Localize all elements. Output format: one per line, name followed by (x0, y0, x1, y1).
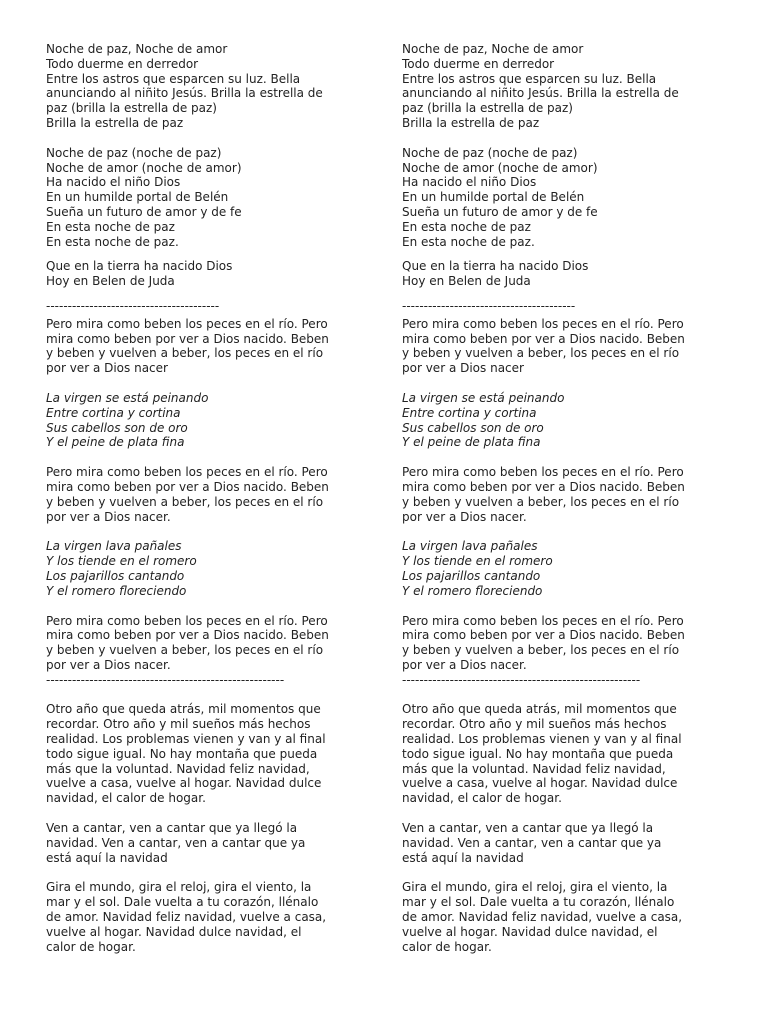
chorus-peces-2: Pero mira como beben los peces en el río. Pero mira como beben por ver a Dios nacido. Beben y beben y vuelven a beber, los peces en el río por ver a Dios nacer. (402, 465, 685, 524)
stanza-virgen-peinando: La virgen se está peinando Entre cortina y cortina Sus cabellos son de oro Y el peine de plata fina (402, 390, 565, 450)
right-column (402, 42, 712, 954)
stanza-ven-a-cantar: Ven a cantar, ven a cantar que ya llegó la navidad. Ven a cantar, ven a cantar que ya está aquí la navidad (46, 821, 306, 865)
divider-line: ---------------------------------------- (46, 298, 220, 313)
stanza-ven-a-cantar: Ven a cantar, ven a cantar que ya llegó la navidad. Ven a cantar, ven a cantar que ya está aquí la navidad (402, 821, 662, 865)
stanza-virgen-panales: La virgen lava pañales Y los tiende en el romero Los pajarillos cantando Y el romero floreciendo (46, 539, 197, 598)
chorus-peces-3: Pero mira como beben los peces en el río. Pero mira como beben por ver a Dios nacido. Beben y beben y vuelven a beber, los peces en el río por ver a Dios nacer. (46, 613, 329, 672)
chorus-peces-3: Pero mira como beben los peces en el río. Pero mira como beben por ver a Dios nacido. Beben y beben y vuelven a beber, los peces en el río por ver a Dios nacer. (402, 613, 685, 672)
stanza-virgen-peinando: La virgen se está peinando Entre cortina y cortina Sus cabellos son de oro Y el peine de plata fina (46, 390, 209, 450)
stanza-noche-de-paz-2: Noche de paz (noche de paz) Noche de amor (noche de amor) Ha nacido el niño Dios En un humilde portal de Belén Sueña un futuro de amor y de fe En esta noche de paz En esta noche de paz. (402, 145, 598, 249)
left-column (46, 42, 356, 954)
stanza-belen: Que en la tierra ha nacido Dios Hoy en Belen de Juda (46, 259, 233, 289)
divider-line: ------------------------------------------------------- (402, 672, 641, 687)
stanza-otro-ano: Otro año que queda atrás, mil momentos que recordar. Otro año y mil sueños más hechos realidad. Los problemas vienen y van y al final todo sigue igual. No hay montaña que pueda más que la voluntad. Navidad feliz navidad, vuelve a casa, vuelve al hogar. Navidad dulce navidad, el calor de hogar. (46, 702, 326, 806)
divider-line: ------------------------------------------------------- (46, 672, 285, 687)
chorus-peces-1: Pero mira como beben los peces en el río. Pero mira como beben por ver a Dios nacido. Beben y beben y vuelven a beber, los peces en el río por ver a Dios nacer (46, 316, 329, 376)
stanza-gira-el-mundo: Gira el mundo, gira el reloj, gira el viento, la mar y el sol. Dale vuelta a tu corazón, llénalo de amor. Navidad feliz navidad, vuelve a casa, vuelve al hogar. Navidad dulce navidad, el calor de hogar. (46, 880, 327, 954)
stanza-noche-de-paz-1: Noche de paz, Noche de amor Todo duerme en derredor Entre los astros que esparcen su luz. Bella anunciando al niñito Jesús. Brilla la estrella de paz (brilla la estrella de paz) Brilla la estrella de paz (46, 42, 323, 130)
stanza-virgen-panales: La virgen lava pañales Y los tiende en el romero Los pajarillos cantando Y el romero floreciendo (402, 539, 553, 598)
divider-line: ---------------------------------------- (402, 298, 576, 313)
chorus-peces-1: Pero mira como beben los peces en el río. Pero mira como beben por ver a Dios nacido. Beben y beben y vuelven a beber, los peces en el río por ver a Dios nacer (402, 316, 685, 376)
stanza-belen: Que en la tierra ha nacido Dios Hoy en Belen de Juda (402, 259, 589, 289)
stanza-noche-de-paz-1: Noche de paz, Noche de amor Todo duerme en derredor Entre los astros que esparcen su luz. Bella anunciando al niñito Jesús. Brilla la estrella de paz (brilla la estrella de paz) Brilla la estrella de paz (402, 42, 679, 130)
stanza-gira-el-mundo: Gira el mundo, gira el reloj, gira el viento, la mar y el sol. Dale vuelta a tu corazón, llénalo de amor. Navidad feliz navidad, vuelve a casa, vuelve al hogar. Navidad dulce navidad, el calor de hogar. (402, 880, 683, 954)
stanza-otro-ano: Otro año que queda atrás, mil momentos que recordar. Otro año y mil sueños más hechos realidad. Los problemas vienen y van y al final todo sigue igual. No hay montaña que pueda más que la voluntad. Navidad feliz navidad, vuelve a casa, vuelve al hogar. Navidad dulce navidad, el calor de hogar. (402, 702, 682, 806)
stanza-noche-de-paz-2: Noche de paz (noche de paz) Noche de amor (noche de amor) Ha nacido el niño Dios En un humilde portal de Belén Sueña un futuro de amor y de fe En esta noche de paz En esta noche de paz. (46, 145, 242, 249)
chorus-peces-2: Pero mira como beben los peces en el río. Pero mira como beben por ver a Dios nacido. Beben y beben y vuelven a beber, los peces en el río por ver a Dios nacer. (46, 465, 329, 524)
